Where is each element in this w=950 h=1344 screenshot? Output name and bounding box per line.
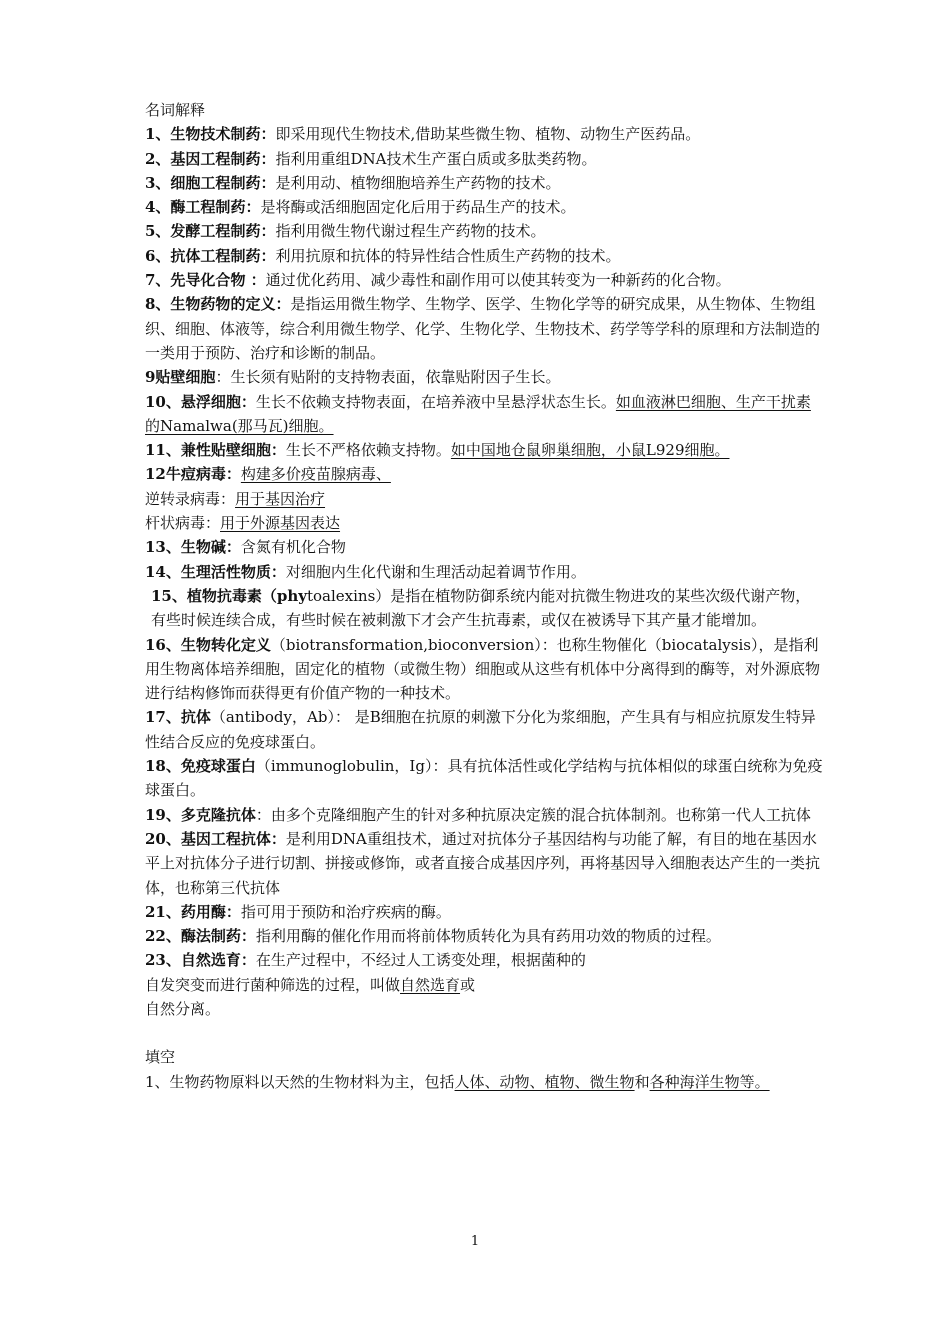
term-text: 指利用微生物代谢过程生产药物的技术。 [275, 222, 546, 241]
list-item-continuation: 自然分离。 [145, 999, 221, 1018]
list-item [145, 122, 825, 146]
section-title-fill: 填空 [145, 1048, 176, 1067]
term-list [145, 122, 825, 948]
term-underlined: 构建多价疫苗腺病毒、 [240, 465, 391, 484]
term-text: ：生长须有贴附的支持物表面，依靠贴附因子生长。 [215, 368, 561, 387]
term-text: 自发突变而进行菌种筛选的过程，叫做 [145, 975, 401, 994]
term-label: 8、生物药物的定义： [145, 295, 291, 314]
fill-text: 和 [634, 1072, 650, 1091]
section-title-terms: 名词解释 [145, 101, 206, 119]
term-label: 9贴壁细胞 [145, 368, 216, 387]
term-label: 2、基因工程制药： [145, 149, 276, 168]
list-item [145, 147, 825, 171]
term-underlined: 自然选育 [400, 975, 461, 994]
term-text: 或 [460, 975, 476, 994]
term-text: 含氮有机化合物 [240, 538, 346, 557]
list-item [145, 438, 825, 462]
term-text: 是将酶或活细胞固定化后用于药品生产的技术。 [260, 198, 576, 217]
list-item [145, 584, 825, 633]
term-label: 5、发酵工程制药： [145, 222, 276, 241]
term-label: 23、自然选育： [145, 951, 256, 970]
list-item [145, 633, 825, 706]
term-text: 利用抗原和抗体的特异性结合性质生产药物的技术。 [275, 246, 621, 265]
term-underlined: 如中国地仓鼠卵巢细胞，小鼠L929细胞。 [450, 441, 730, 460]
list-item [145, 219, 825, 243]
term-label: 4、酶工程制药： [145, 198, 261, 217]
fill-text: 1、生物药物原料以天然的生物材料为主，包括 [145, 1072, 455, 1091]
list-item [145, 900, 825, 924]
term-text: 通过优化药用、减少毒性和副作用可以使其转变为一种新药的化合物。 [265, 271, 731, 290]
term-text: （immunoglobulin，Ig）：具有抗体活性或化学结构与抗体相似的球蛋白统称为免疫球蛋白。 [145, 757, 823, 800]
term-text: 在生产过程中，不经过人工诱变处理，根据菌种的 [255, 951, 586, 970]
term-text: 指可用于预防和治疗疾病的酶。 [240, 902, 451, 921]
list-item [145, 535, 825, 559]
term-underlined: 用于外源基因表达 [220, 514, 341, 533]
list-item [145, 803, 825, 827]
list-item [145, 390, 825, 439]
list-item-continuation [145, 973, 825, 997]
term-label: 17、抗体 [145, 708, 211, 727]
term-underlined: 用于基因治疗 [235, 489, 326, 508]
page-number: 1 [470, 1234, 480, 1249]
list-item [145, 268, 825, 292]
fill-blank-answer: 人体、动物、植物、微生物 [454, 1072, 635, 1091]
term-text: 是利用DNA重组技术，通过对抗体分子基因结构与功能了解，有目的地在基因水平上对抗体分子进行切割、拼接或修饰，或者直接合成基因序列，再将基因导入细胞表达产生的一类抗体，也称第三代抗体 [145, 829, 821, 897]
term-label: 18、免疫球蛋白 [145, 757, 256, 776]
term-label: 6、抗体工程制药： [145, 246, 276, 265]
list-item [145, 827, 825, 900]
list-item [145, 171, 825, 195]
term-text: 指利用重组DNA技术生产蛋白质或多肽类药物。 [275, 149, 597, 168]
term-label: 1、生物技术制药： [145, 125, 276, 144]
term-text: 生长不严格依赖支持物。 [285, 441, 451, 460]
term-text: 生长不依赖支持物表面，在培养液中呈悬浮状态生长。 [255, 392, 616, 411]
list-item [145, 244, 825, 268]
term-label: 16、生物转化定义 [145, 635, 271, 654]
term-label: 10、悬浮细胞： [145, 392, 256, 411]
list-item [145, 754, 825, 803]
term-text: toalexins）是指在植物防御系统内能对抗微生物进攻的某些次级代谢产物，有些时候连续合成，有些时候在被刺激下才会产生抗毒素，或仅在被诱导下其产量才能增加。 [151, 586, 811, 630]
term-text: 是指运用微生物学、生物学、医学、生物化学等的研究成果，从生物体、生物组织、细胞、体液等，综合利用微生物学、化学、生物化学、生物技术、药学等学科的原理和方法制造的一类用于预防、治疗和诊断的制品。 [145, 295, 821, 362]
term-label: 3、细胞工程制药： [145, 173, 276, 192]
document-page [145, 98, 825, 1094]
term-text: 即采用现代生物技术,借助某些微生物、植物、动物生产医药品。 [275, 125, 701, 144]
term-label: 13、生物碱： [145, 538, 241, 557]
term-text: 指利用酶的催化作用而将前体物质转化为具有药用功效的物质的过程。 [255, 927, 721, 946]
list-item [145, 924, 825, 948]
term-label: 7、先导化合物 ： [145, 271, 266, 290]
list-item [145, 195, 825, 219]
list-item [145, 705, 825, 754]
term-label: 22、酶法制药： [145, 927, 256, 946]
list-item [145, 462, 825, 486]
fill-item [145, 1070, 825, 1094]
term-label: 12牛痘病毒： [145, 465, 241, 484]
term-text: ：由多个克隆细胞产生的针对多种抗原决定簇的混合抗体制剂。也称第一代人工抗体 [255, 805, 811, 824]
term-label: 21、药用酶： [145, 902, 241, 921]
list-item [145, 560, 825, 584]
term-text: 对细胞内生化代谢和生理活动起着调节作用。 [285, 562, 586, 581]
term-label: 14、生理活性物质： [145, 562, 286, 581]
list-item [145, 487, 825, 511]
term-text: 杆状病毒： [145, 514, 221, 533]
section-gap [145, 1021, 825, 1045]
term-text: 逆转录病毒： [145, 489, 236, 508]
list-item [145, 292, 825, 365]
list-item [145, 365, 825, 389]
term-text: （biotransformation,bioconversion）：也称生物催化（biocatalysis），是指利用生物离体培养细胞，固定化的植物（或微生物）细胞或从这些有机体中分离得到的酶等，对外源底物进行结构修饰而获得更有价值产物的一种技术。 [145, 635, 821, 703]
term-label: 19、多克隆抗体 [145, 805, 256, 824]
fill-blank-answer: 各种海洋生物等。 [649, 1072, 770, 1091]
term-label: 20、基因工程抗体： [145, 829, 286, 848]
term-label: 11、兼性贴壁细胞： [145, 441, 286, 460]
term-text: （antibody，Ab）： 是B细胞在抗原的刺激下分化为浆细胞，产生具有与相应抗原发生特异性结合反应的免疫球蛋白。 [145, 708, 816, 751]
list-item [145, 948, 825, 972]
term-underlined: 如血液淋巴细胞、生产干扰素的Namalwa(那马瓦)细胞。 [145, 392, 811, 435]
term-label: 15、植物抗毒素（phy [151, 586, 307, 605]
list-item [145, 511, 825, 535]
term-text: 是利用动、植物细胞培养生产药物的技术。 [275, 173, 561, 192]
